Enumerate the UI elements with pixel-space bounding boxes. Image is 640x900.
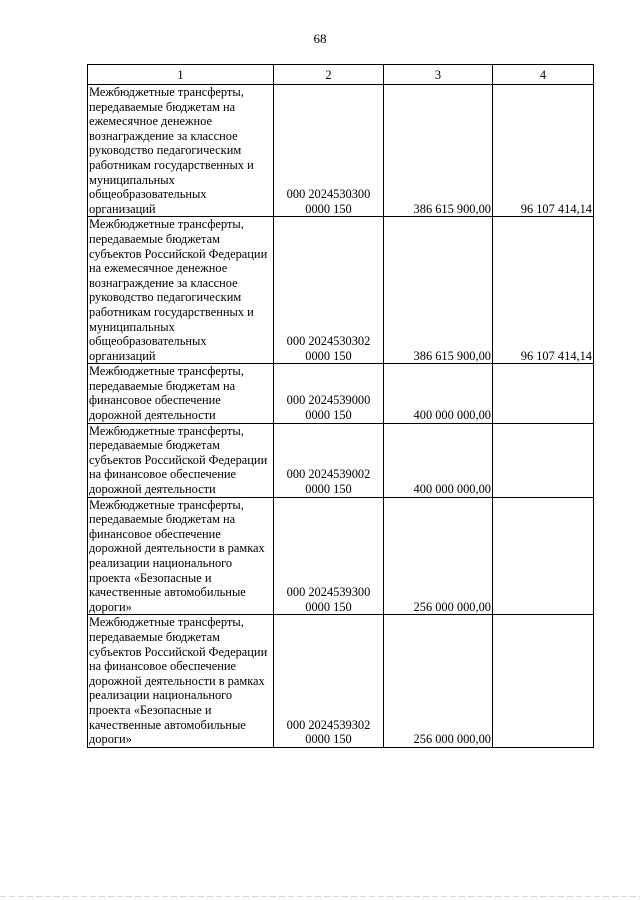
header-col-1: 1 [88,65,274,85]
row-amount-col4: 96 107 414,14 [493,217,594,364]
row-budget-code [274,615,384,747]
code-line-1: 000 2024539300 [286,585,371,600]
row-amount-col4 [493,364,594,423]
row-description: Межбюджетные трансферты, передаваемые бюджетам на ежемесячное денежное вознаграждение за классное руководство педагогическим работникам государственных и муниципальных общеобразовательных организаций [88,85,274,217]
row-amount-col4 [493,497,594,615]
row-amount-col3: 400 000 000,00 [384,364,493,423]
code-line-1: 000 2024539302 [286,717,371,732]
code-line-2: 0000 150 [305,599,352,614]
table-row [88,85,594,217]
header-col-3: 3 [384,65,493,85]
row-amount-col3: 386 615 900,00 [384,85,493,217]
row-amount-col3: 256 000 000,00 [384,497,493,615]
code-line-2: 0000 150 [305,201,352,216]
row-budget-code [274,364,384,423]
row-budget-code [274,85,384,217]
code-line-1: 000 2024539000 [286,393,371,408]
table-row [88,497,594,615]
table-row [88,423,594,497]
page-number: 68 [313,31,327,46]
row-amount-col4 [493,423,594,497]
row-description: Межбюджетные трансферты, передаваемые бюджетам субъектов Российской Федерации на финансовое обеспечение дорожной деятельности [88,423,274,497]
table-row [88,217,594,364]
code-line-1: 000 2024539002 [286,467,371,482]
row-amount-col3: 386 615 900,00 [384,217,493,364]
budget-table [87,64,594,748]
code-line-1: 000 2024530302 [286,334,371,349]
row-amount-col4: 96 107 414,14 [493,85,594,217]
table-row [88,364,594,423]
row-amount-col4 [493,615,594,747]
row-budget-code [274,497,384,615]
header-col-4: 4 [493,65,594,85]
table-header-row [88,65,594,85]
row-amount-col3: 400 000 000,00 [384,423,493,497]
row-description: Межбюджетные трансферты, передаваемые бюджетам на финансовое обеспечение дорожной деятельности в рамках реализации национального проекта «Безопасные и качественные автомобильные дороги» [88,497,274,615]
code-line-2: 0000 150 [305,408,352,423]
row-amount-col3: 256 000 000,00 [384,615,493,747]
row-budget-code [274,423,384,497]
scan-edge-line [0,896,640,897]
table-row [88,615,594,747]
code-line-2: 0000 150 [305,482,352,497]
row-description: Межбюджетные трансферты, передаваемые бюджетам субъектов Российской Федерации на финансовое обеспечение дорожной деятельности в рамках реализации национального проекта «Безопасные и качественные автомобильные дороги» [88,615,274,747]
row-description: Межбюджетные трансферты, передаваемые бюджетам субъектов Российской Федерации на ежемесячное денежное вознаграждение за классное руководство педагогическим работникам государственных и муниципальных общеобразовательных организаций [88,217,274,364]
header-col-2: 2 [274,65,384,85]
row-description: Межбюджетные трансферты, передаваемые бюджетам на финансовое обеспечение дорожной деятельности [88,364,274,423]
row-budget-code [274,217,384,364]
code-line-1: 000 2024530300 [286,187,371,202]
code-line-2: 0000 150 [305,732,352,747]
code-line-2: 0000 150 [305,348,352,363]
